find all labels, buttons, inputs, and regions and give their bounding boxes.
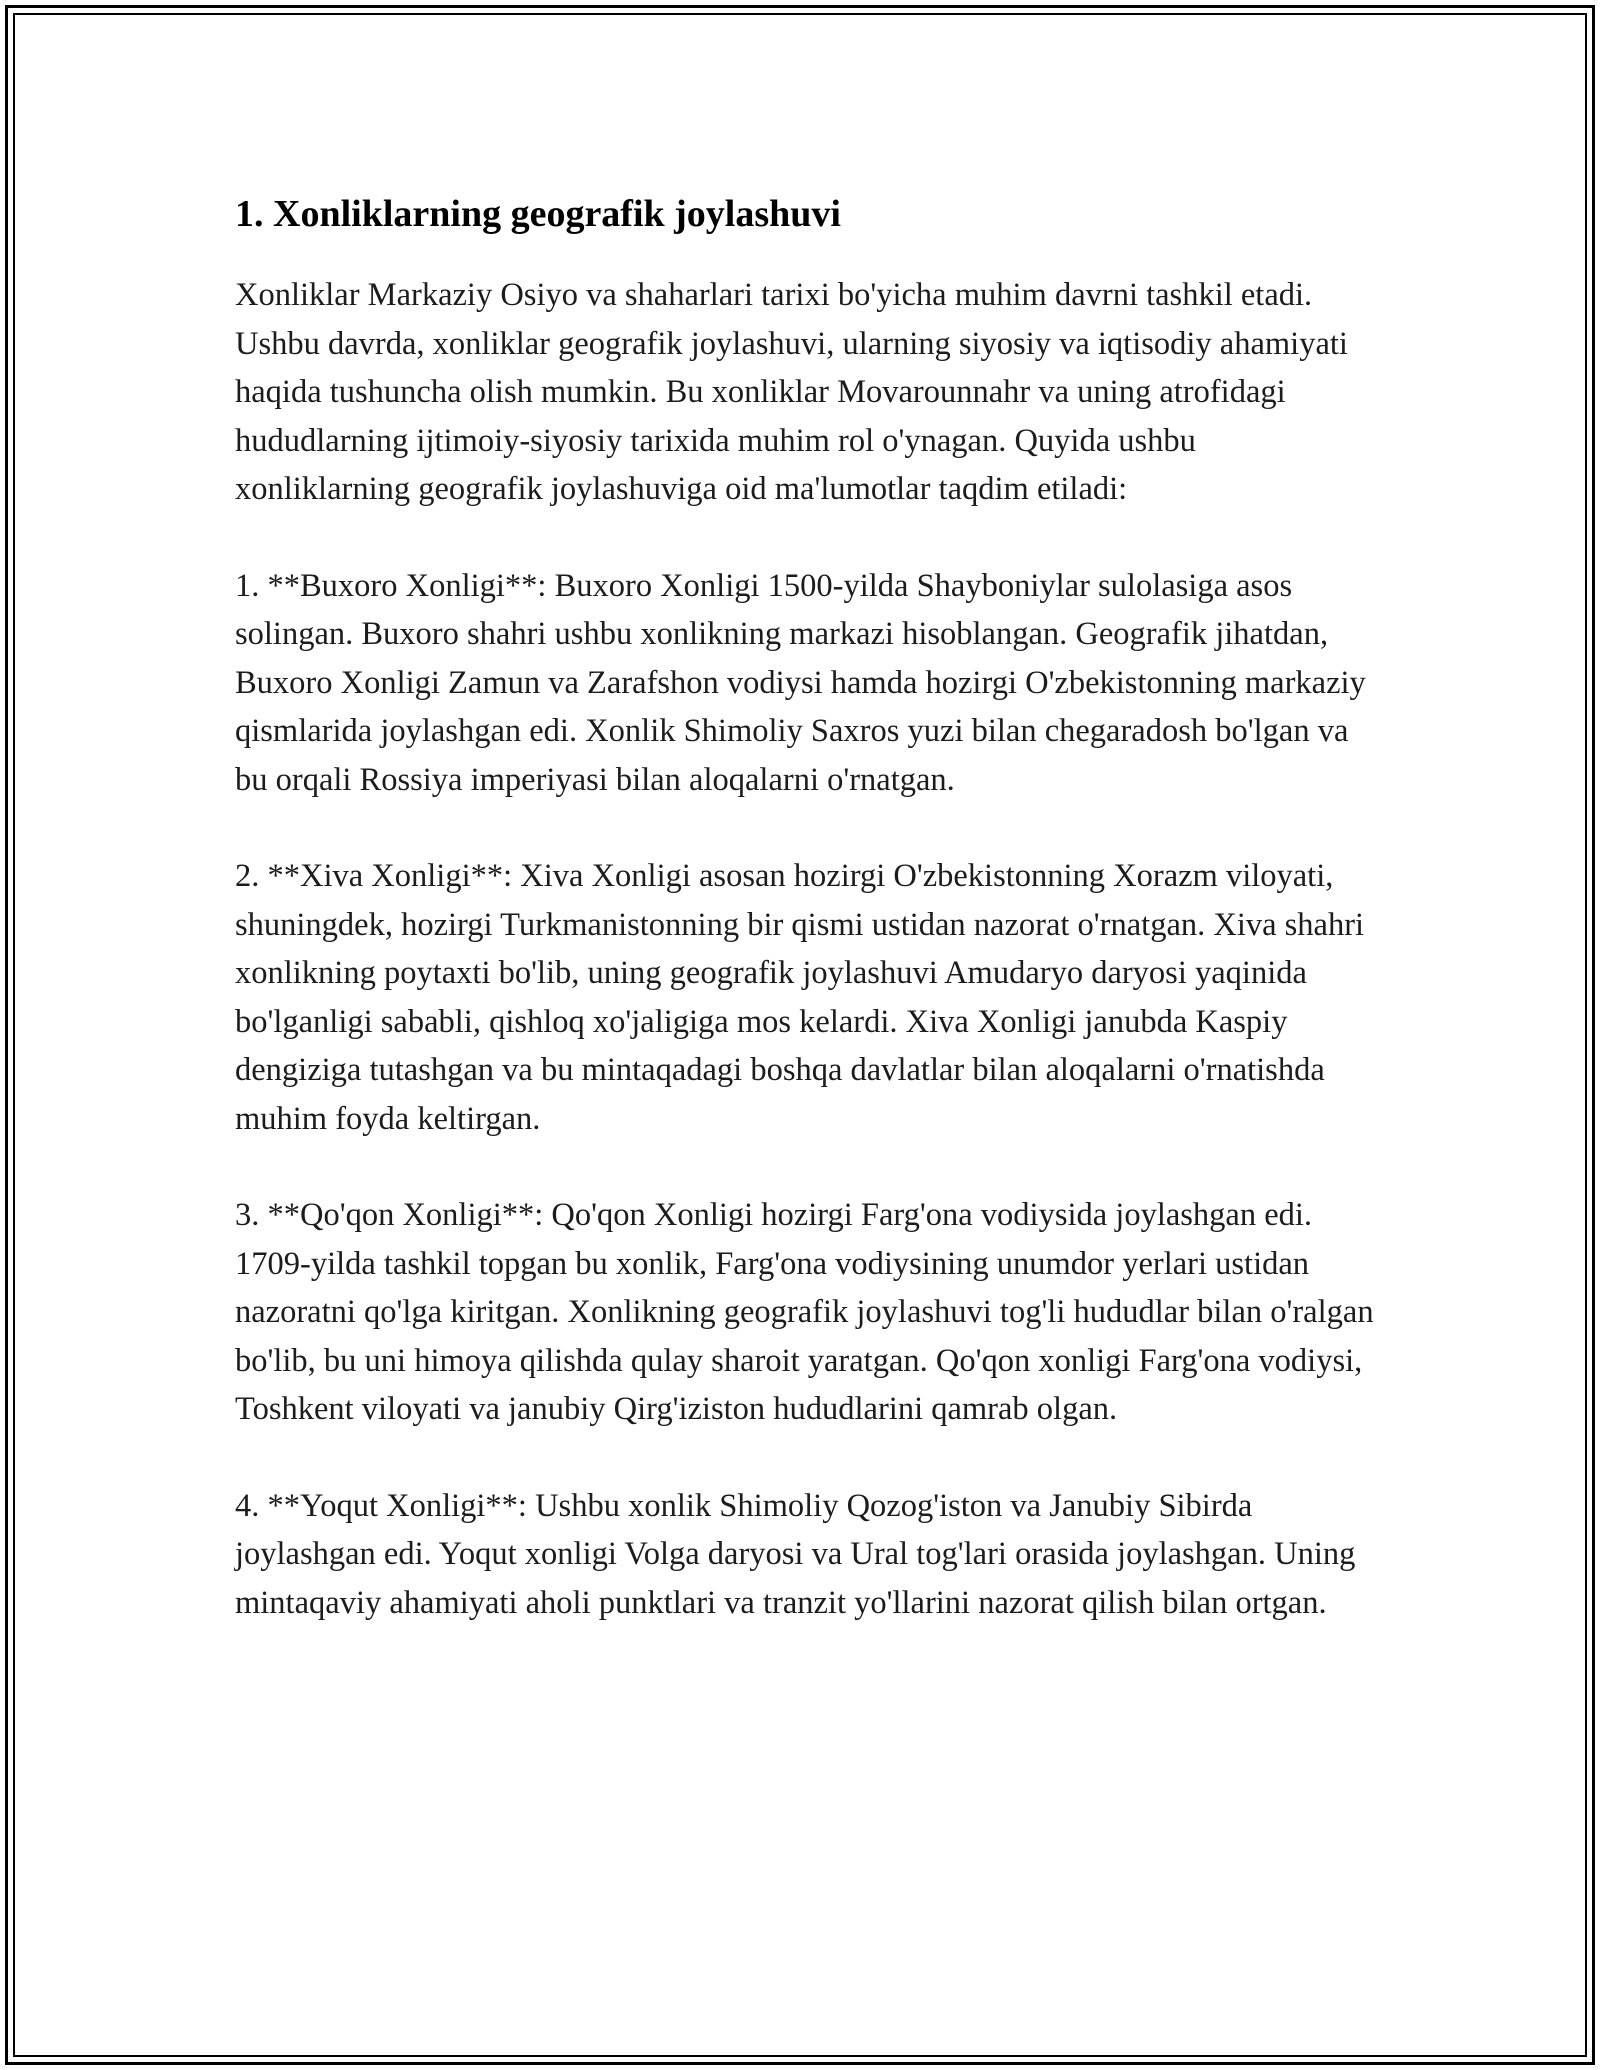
intro-paragraph: Xonliklar Markaziy Osiyo va shaharlari tarixi bo'yicha muhim davrni tashkil etadi. Ushbu davrda, xonliklar geografik joylashuvi, ularning siyosiy va iqtisodiy ahamiyati haqida tushuncha olish mumkin. Bu xonliklar Movarounnahr va uning atrofidagi hududlarning ijtimoiy-siyosiy tarixida muhim rol o'ynagan. Quyida ushbu xonliklarning geografik joylashuviga oid ma'lumotlar taqdim etiladi: [235, 277, 1348, 507]
document-body [235, 185, 1375, 1675]
paragraph-buxoro: 1. **Buxoro Xonligi**: Buxoro Xonligi 1500-yilda Shayboniylar sulolasiga asos solingan. Buxoro shahri ushbu xonlikning markazi hisoblangan. Geografik jihatdan, Buxoro Xonligi Zamun va Zarafshon vodiysi hamda hozirgi O'zbekistonning markaziy qismlarida joylashgan edi. Xonlik Shimoliy Saxros yuzi bilan chegaradosh bo'lgan va bu orqali Rossiya imperiyasi bilan aloqalarni o'rnatgan. [235, 567, 1366, 798]
paragraph-xiva: 2. **Xiva Xonligi**: Xiva Xonligi asosan hozirgi O'zbekistonning Xorazm viloyati, shuningdek, hozirgi Turkmanistonning bir qismi ustidan nazorat o'rnatgan. Xiva shahri xonlikning poytaxti bo'lib, uning geografik joylashuvi Amudaryo daryosi yaqinida bo'lganligi sababli, qishloq xo'jaligiga mos kelardi. Xiva Xonligi janubda Kaspiy dengiziga tutashgan va bu mintaqadagi boshqa davlatlar bilan aloqalarni o'rnatishda muhim foyda keltirgan. [235, 858, 1365, 1137]
paragraph-qoqon: 3. **Qo'qon Xonligi**: Qo'qon Xonligi hozirgi Farg'ona vodiysida joylashgan edi. 1709-yilda tashkil topgan bu xonlik, Farg'ona vodiysining unumdor yerlari ustidan nazoratni qo'lga kiritgan. Xonlikning geografik joylashuvi tog'li hududlar bilan o'ralgan bo'lib, bu uni himoya qilishda qulay sharoit yaratgan. Qo'qon xonligi Farg'ona vodiysi, Toshkent viloyati va janubiy Qirg'iziston hududlarini qamrab olgan. [235, 1197, 1374, 1427]
section-heading: 1. Xonliklarning geografik joylashuvi [235, 193, 841, 235]
paragraph-yoqut: 4. **Yoqut Xonligi**: Ushbu xonlik Shimoliy Qozog'iston va Janubiy Sibirda joylashgan edi. Yoqut xonligi Volga daryosi va Ural tog'lari orasida joylashgan. Uning mintaqaviy ahamiyati aholi punktlari va tranzit yo'llarini nazorat qilish bilan ortgan. [235, 1487, 1356, 1621]
